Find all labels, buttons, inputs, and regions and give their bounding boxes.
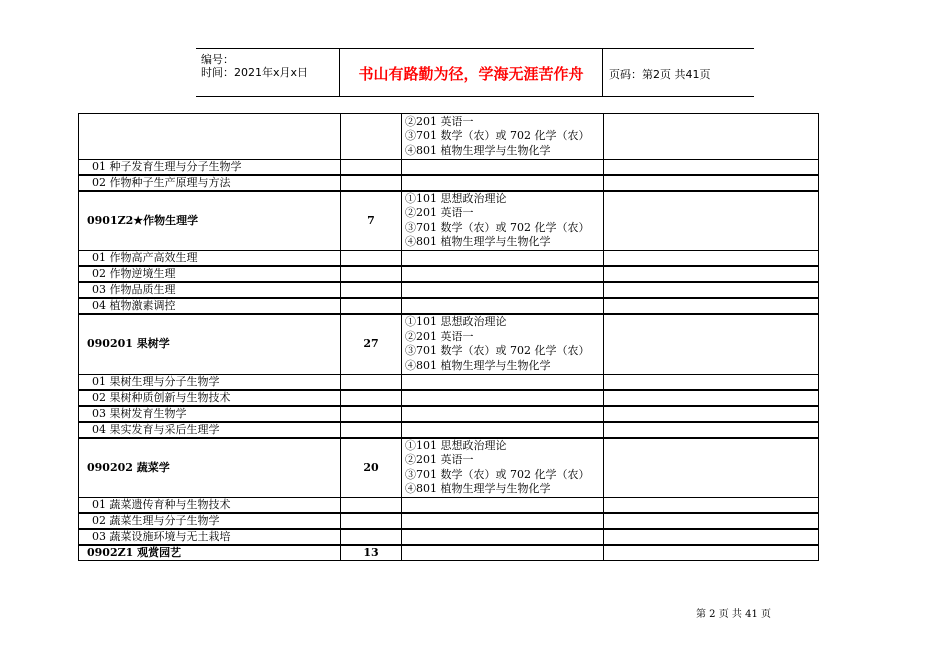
exam-subject: ④801 植物生理学与生物化学 [405, 143, 551, 157]
table-row [79, 191, 819, 251]
exam-subject: ①101 思想政治理论 [405, 315, 507, 329]
enrollment-count-cell [341, 159, 402, 175]
exam-subject: ②201 英语一 [405, 329, 474, 343]
exam-subjects-cell [402, 251, 604, 267]
exam-subjects-cell [402, 314, 604, 374]
header-divider-right [602, 49, 603, 96]
major-name: 0902Z1 观赏园艺 [79, 545, 341, 561]
exam-subjects-cell [402, 374, 604, 390]
remarks-cell [604, 282, 819, 298]
research-direction: 01 果树生理与分子生物学 [79, 374, 341, 390]
exam-subjects-cell [402, 114, 604, 160]
exam-subjects-cell [402, 298, 604, 314]
exam-subject: ③701 数学（农）或 702 化学（农） [405, 467, 590, 481]
remarks-cell [604, 438, 819, 498]
enrollment-count-cell [341, 175, 402, 191]
remarks-cell [604, 529, 819, 545]
exam-subjects-cell [402, 282, 604, 298]
table-row [79, 282, 819, 298]
table-row [79, 175, 819, 191]
enrollment-count-cell [341, 406, 402, 422]
exam-subjects-cell [402, 438, 604, 498]
exam-subject: ②201 英语一 [405, 453, 474, 467]
enrollment-count-cell [341, 374, 402, 390]
program-table [78, 113, 819, 561]
exam-subjects-cell [402, 498, 604, 514]
exam-subject: ②201 英语一 [405, 206, 474, 220]
research-direction: 03 蔬菜设施环境与无土栽培 [79, 529, 341, 545]
table-row [79, 159, 819, 175]
table-row [79, 422, 819, 438]
enrollment-count-cell [341, 529, 402, 545]
exam-subjects-cell [402, 390, 604, 406]
table-row [79, 314, 819, 374]
enrollment-count-cell [341, 390, 402, 406]
research-direction: 01 作物高产高效生理 [79, 251, 341, 267]
remarks-cell [604, 114, 819, 160]
enrollment-count-cell [341, 498, 402, 514]
enrollment-count: 20 [341, 438, 402, 498]
exam-subjects-cell [402, 191, 604, 251]
enrollment-count: 7 [341, 191, 402, 251]
remarks-cell [604, 191, 819, 251]
exam-subjects-cell [402, 159, 604, 175]
remarks-cell [604, 266, 819, 282]
doc-time-label: 时间：2021年x月x日 [201, 66, 309, 79]
research-direction: 03 作物品质生理 [79, 282, 341, 298]
table-row [79, 513, 819, 529]
table-row [79, 298, 819, 314]
exam-subjects-cell [402, 175, 604, 191]
exam-subjects-cell [402, 545, 604, 561]
enrollment-count: 13 [341, 545, 402, 561]
table-row [79, 498, 819, 514]
enrollment-count-cell [341, 422, 402, 438]
research-direction: 02 作物逆境生理 [79, 266, 341, 282]
enrollment-count-cell [341, 513, 402, 529]
major-name: 0901Z2★作物生理学 [79, 191, 341, 251]
exam-subject: ①101 思想政治理论 [405, 438, 507, 452]
remarks-cell [604, 298, 819, 314]
exam-subjects-cell [402, 422, 604, 438]
research-direction: 01 种子发育生理与分子生物学 [79, 159, 341, 175]
remarks-cell [604, 513, 819, 529]
page-footer: 第 2 页 共 41 页 [696, 609, 771, 620]
remarks-cell [604, 175, 819, 191]
remarks-cell [604, 314, 819, 374]
remarks-cell [604, 422, 819, 438]
header-bottom-rule [196, 96, 754, 97]
enrollment-count: 27 [341, 314, 402, 374]
exam-subject: ③701 数学（农）或 702 化学（农） [405, 129, 590, 142]
exam-subjects-cell [402, 529, 604, 545]
enrollment-count-cell [341, 114, 402, 160]
research-direction: 02 蔬菜生理与分子生物学 [79, 513, 341, 529]
table-row [79, 374, 819, 390]
exam-subjects-cell [402, 513, 604, 529]
exam-subject: ①101 思想政治理论 [405, 191, 507, 205]
table-row [79, 251, 819, 267]
exam-subject: ②201 英语一 [405, 114, 474, 128]
research-direction: 03 果树发育生物学 [79, 406, 341, 422]
remarks-cell [604, 374, 819, 390]
exam-subjects-cell [402, 266, 604, 282]
enrollment-count-cell [341, 251, 402, 267]
research-direction: 02 作物种子生产原理与方法 [79, 175, 341, 191]
major-name: 090201 果树学 [79, 314, 341, 374]
remarks-cell [604, 498, 819, 514]
table-row [79, 438, 819, 498]
exam-subjects-cell [402, 406, 604, 422]
table-row [79, 114, 819, 160]
page-counter: 页码：第2页 共41页 [609, 68, 711, 81]
research-direction: 01 蔬菜遗传育种与生物技术 [79, 498, 341, 514]
table-row [79, 545, 819, 561]
exam-subject: ④801 植物生理学与生物化学 [405, 482, 551, 496]
table-row [79, 529, 819, 545]
remarks-cell [604, 390, 819, 406]
remarks-cell [604, 159, 819, 175]
remarks-cell [604, 251, 819, 267]
remarks-cell [604, 406, 819, 422]
doc-code-label: 编号： [201, 53, 234, 66]
research-direction: 04 果实发育与采后生理学 [79, 422, 341, 438]
exam-subject: ③701 数学（农）或 702 化学（农） [405, 220, 590, 234]
header-top-rule [196, 48, 754, 49]
exam-subject: ③701 数学（农）或 702 化学（农） [405, 344, 590, 358]
research-direction: 04 植物激素调控 [79, 298, 341, 314]
remarks-cell [604, 545, 819, 561]
exam-subject: ④801 植物生理学与生物化学 [405, 235, 551, 249]
table-row [79, 406, 819, 422]
exam-subject: ④801 植物生理学与生物化学 [405, 358, 551, 372]
table-row [79, 390, 819, 406]
enrollment-count-cell [341, 298, 402, 314]
major-name-cell [79, 114, 341, 160]
enrollment-count-cell [341, 282, 402, 298]
header-motto: 书山有路勤为径，学海无涯苦作舟 [358, 65, 584, 83]
enrollment-count-cell [341, 266, 402, 282]
major-name: 090202 蔬菜学 [79, 438, 341, 498]
table-row [79, 266, 819, 282]
research-direction: 02 果树种质创新与生物技术 [79, 390, 341, 406]
